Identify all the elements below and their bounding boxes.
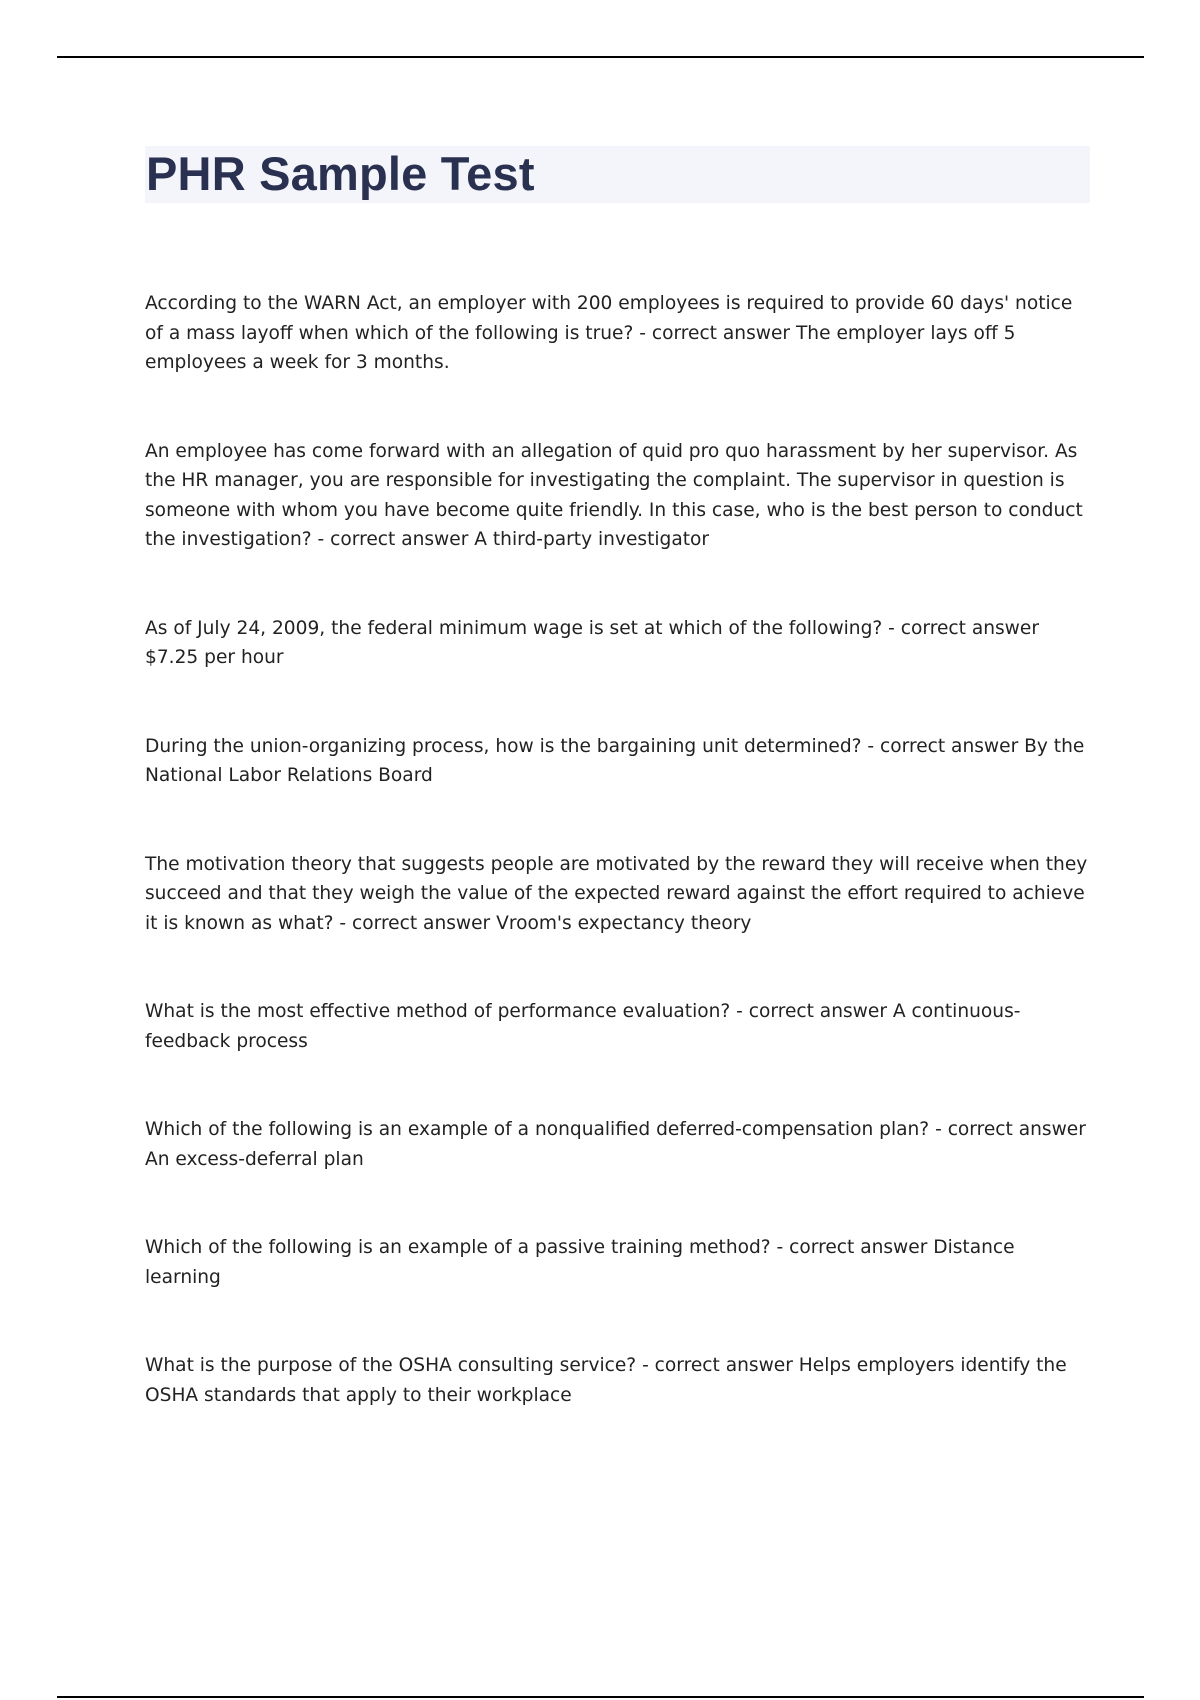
qa-item: An employee has come forward with an allegation of quid pro quo harassment by her supervisor. As the HR manager, you are responsible for investigating the complaint. The supervisor in question is someone with whom you have become quite friendly. In this case, who is the best person to conduct the investigation? - correct answer A third-party investigator — [145, 440, 1083, 550]
bottom-rule — [57, 1696, 1144, 1698]
qa-item: The motivation theory that suggests people are motivated by the reward they will receive when they succeed and that they weigh the value of the expected reward against the effort required to achieve it is known as what? - correct answer Vroom's expectancy theory — [145, 853, 1088, 934]
qa-item: What is the purpose of the OSHA consulting service? - correct answer Helps employers identify the OSHA standards that apply to their workplace — [145, 1355, 1067, 1406]
page-title: PHR Sample Test — [146, 147, 535, 200]
qa-item: As of July 24, 2009, the federal minimum wage is set at which of the following? - correct answer $7.25 per hour — [145, 617, 1039, 668]
qa-item: What is the most effective method of performance evaluation? - correct answer A continuous-feedback process — [145, 1001, 1021, 1052]
qa-item: Which of the following is an example of a passive training method? - correct answer Distance learning — [145, 1237, 1015, 1288]
qa-item: According to the WARN Act, an employer with 200 employees is required to provide 60 days' notice of a mass layoff when which of the following is true? - correct answer The employer lays off 5 employees a week for 3 months. — [145, 293, 1073, 373]
qa-list — [145, 289, 1095, 1469]
qa-item: Which of the following is an example of a nonqualified deferred-compensation plan? - correct answer An excess-deferral plan — [145, 1119, 1086, 1170]
top-rule — [57, 56, 1144, 58]
qa-item: During the union-organizing process, how is the bargaining unit determined? - correct answer By the National Labor Relations Board — [145, 735, 1085, 786]
